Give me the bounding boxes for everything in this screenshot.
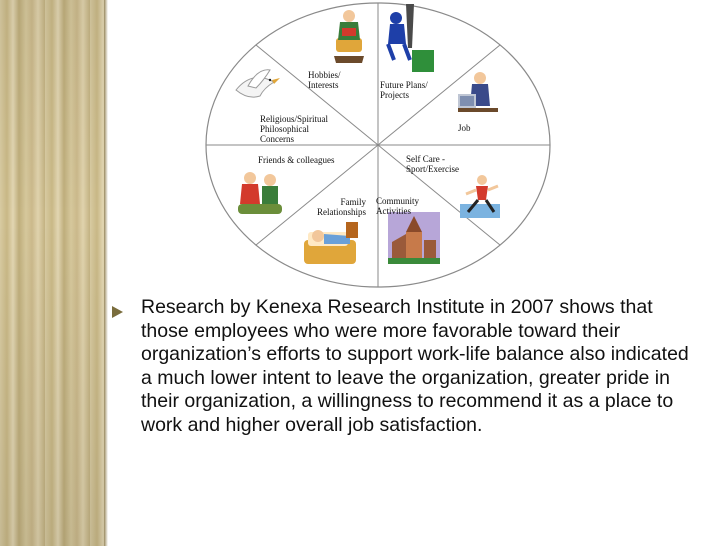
wheel-label-future-plans: Future Plans/ Projects <box>380 80 428 100</box>
sidebar-edge <box>104 0 108 546</box>
wheel-label-hobbies: Hobbies/ Interests <box>308 70 341 90</box>
wheel-label-friends: Friends & colleagues <box>258 155 335 165</box>
bullet-marker <box>112 306 123 318</box>
wheel-label-family: Family Relationships <box>317 197 366 217</box>
sidebar-shade <box>0 0 108 546</box>
wheel-graphic <box>196 0 562 290</box>
research-paragraph: Research by Kenexa Research Institute in 2007 shows that those employees who were more favorable toward their organization’s efforts to support work-life balance also indicated a much lower intent to leave the organization, greater pride in their organization, a willingness to recommend it as a place to work and higher overall job satisfaction. <box>141 296 689 436</box>
wheel-label-religious: Religious/Spiritual Philosophical Concerns <box>260 114 329 144</box>
wheel-label-job: Job <box>458 123 471 133</box>
church-icon <box>388 212 440 264</box>
wheel-label-community: Community Activities <box>376 196 420 216</box>
work-life-wheel <box>196 0 562 290</box>
wheel-label-self-care: Self Care - Sport/Exercise <box>406 154 459 174</box>
